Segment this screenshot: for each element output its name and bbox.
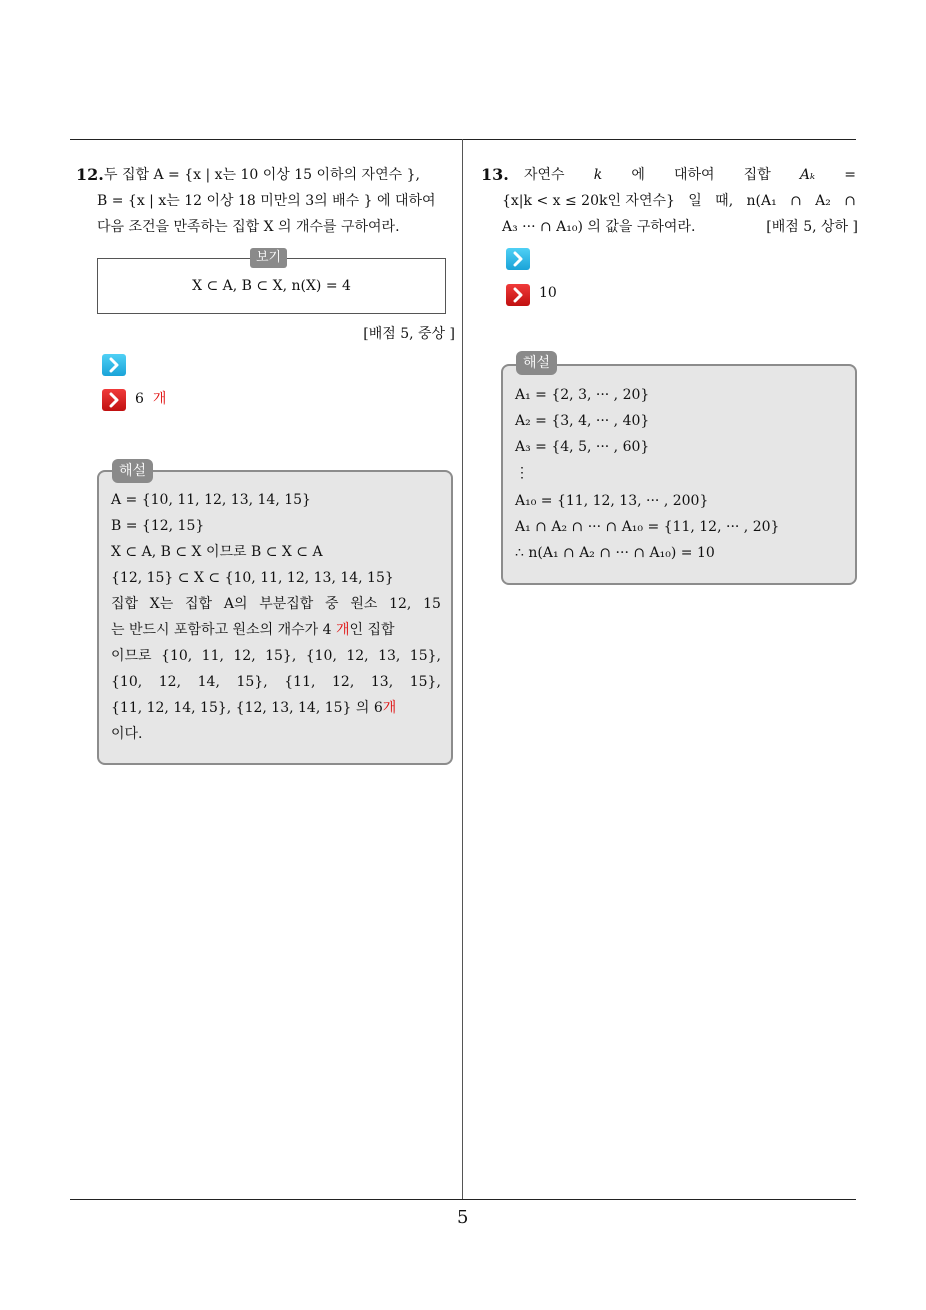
solution-line: A₂ = {3, 4, ··· , 40} [515, 413, 650, 429]
solution-line: A₁ = {2, 3, ··· , 20} [515, 387, 650, 403]
question-number: 12. [76, 165, 104, 184]
question-text-line: A₃ ··· ∩ A₁₀) 의 값을 구하여라. [502, 219, 696, 235]
score-label: [배점 5, 상하 ] [766, 219, 858, 235]
solution-line: X ⊂ A, B ⊂ X 이므로 B ⊂ X ⊂ A [111, 544, 323, 560]
answer-arrow-icon[interactable] [506, 284, 530, 306]
hint-arrow-icon[interactable] [506, 248, 530, 270]
solution-line: {10, 12, 14, 15}, {11, 12, 13, 15}, [111, 674, 441, 690]
answer-unit: 개 [152, 391, 167, 407]
solution-line: ∴ n(A₁ ∩ A₂ ∩ ··· ∩ A₁₀) = 10 [515, 545, 715, 561]
page-number: 5 [457, 1207, 469, 1228]
solution-line: A₁₀ = {11, 12, 13, ··· , 200} [515, 493, 709, 509]
solution-box [501, 364, 857, 585]
hint-arrow-icon[interactable] [102, 354, 126, 376]
solution-line: ⋮ [515, 465, 529, 481]
score-label: [배점 5, 중상 ] [363, 326, 455, 342]
solution-label: 해설 [516, 351, 557, 375]
solution-line: 이므로 {10, 11, 12, 15}, {10, 12, 13, 15}, [111, 648, 441, 664]
solution-line: 는 반드시 포함하고 원소의 개수가 4 개인 집합 [111, 622, 395, 638]
top-rule [70, 139, 856, 140]
answer-arrow-icon[interactable] [102, 389, 126, 411]
question-text-line: 다음 조건을 만족하는 집합 X 의 개수를 구하여라. [97, 219, 400, 235]
solution-line: A₁ ∩ A₂ ∩ ··· ∩ A₁₀ = {11, 12, ··· , 20} [515, 519, 780, 535]
solution-line: B = {12, 15} [111, 518, 205, 534]
solution-line: 집합 X는 집합 A의 부분집합 중 원소 12, 15 [111, 596, 441, 612]
question-text-line: {x|k < x ≤ 20k인 자연수} 일 때, n(A₁ ∩ A₂ ∩ [502, 193, 856, 209]
question-number: 13. [481, 165, 509, 184]
solution-line: A = {10, 11, 12, 13, 14, 15} [111, 492, 311, 508]
solution-line: A₃ = {4, 5, ··· , 60} [515, 439, 650, 455]
solution-line: {11, 12, 14, 15}, {12, 13, 14, 15} 의 6개 [111, 700, 397, 716]
bogi-content: X ⊂ A, B ⊂ X, n(X) = 4 [192, 278, 351, 294]
question-text-line: B = {x | x는 12 이상 18 미만의 3의 배수 } 에 대하여 [97, 193, 436, 209]
answer-value: 10 [539, 285, 557, 301]
solution-label: 해설 [112, 459, 153, 483]
bottom-rule [70, 1199, 856, 1200]
solution-line: 이다. [111, 726, 143, 742]
solution-line: {12, 15} ⊂ X ⊂ {10, 11, 12, 13, 14, 15} [111, 570, 394, 586]
solution-box [97, 470, 453, 765]
answer-value: 6 개 [135, 391, 167, 407]
question-text-line: 두 집합 A = {x | x는 10 이상 15 이하의 자연수 }, [104, 167, 420, 183]
column-divider [462, 139, 463, 1200]
bogi-label: 보기 [250, 248, 287, 268]
question-text-line: 자연수 k 에 대하여 집합 Aₖ = [524, 167, 856, 183]
